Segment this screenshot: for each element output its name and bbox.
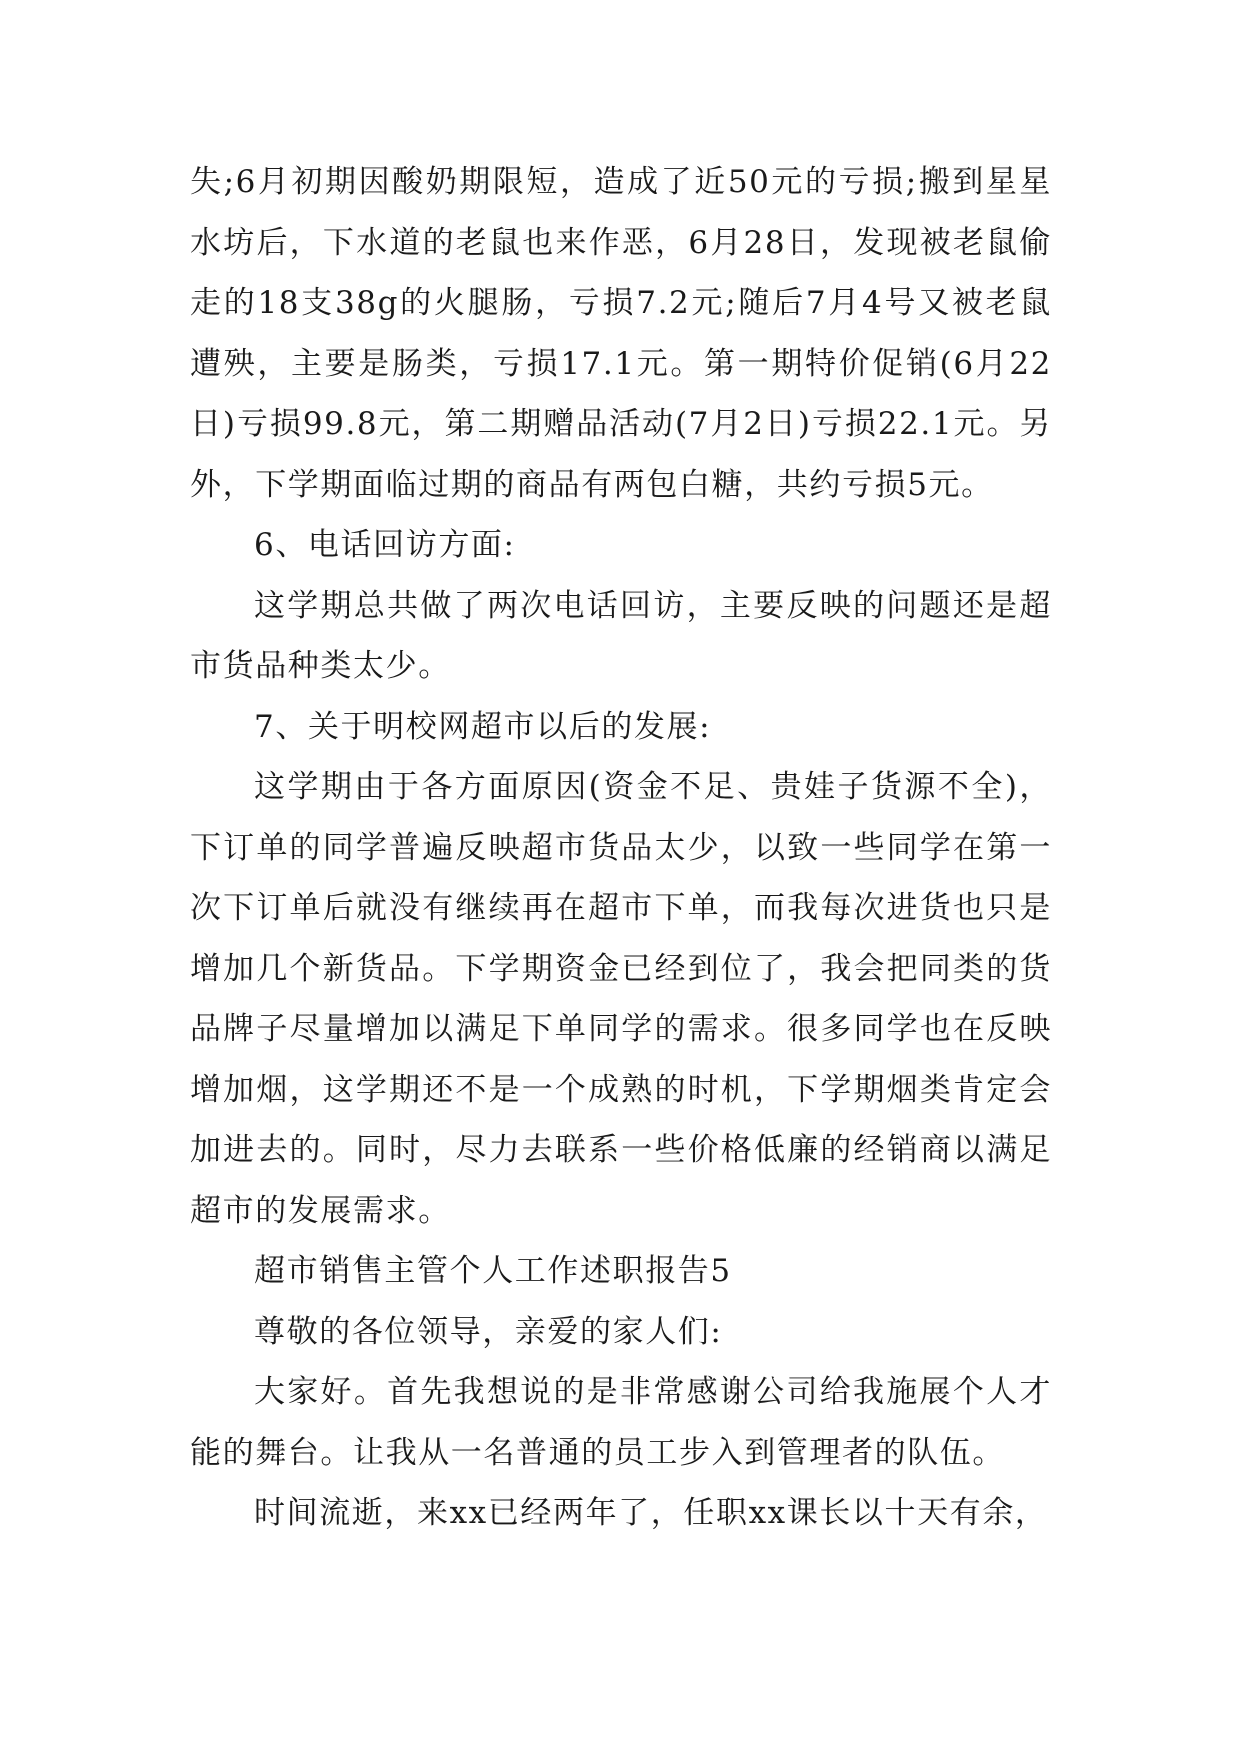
salutation: 尊敬的各位领导，亲爱的家人们: bbox=[254, 1313, 723, 1350]
paragraph-greeting: 大家好。首先我想说的是非常感谢公司给我施展个人才能的舞台。让我从一名普通的员工步入到管理者的队伍。 bbox=[190, 1374, 1052, 1471]
paragraph-future-development: 这学期由于各方面原因(资金不足、贵娃子货源不全)，下订单的同学普遍反映超市货品太少，以致一些同学在第一次下订单后就没有继续再在超市下单，而我每次进货也只是增加几个新货品。下学期资金已经到位了，我会把同类的货品牌子尽量增加以满足下单同学的需求。很多同学也在反映增加烟，这学期还不是一个成熟的时机，下学期烟类肯定会加进去的。同时，尽力去联系一些价格低廉的经销商以满足超市的发展需求。 bbox=[190, 769, 1052, 1229]
document-body bbox=[190, 152, 1052, 1544]
heading-future-development: 7、关于明校网超市以后的发展: bbox=[254, 708, 712, 745]
paragraph-phone-followup: 这学期总共做了两次电话回访，主要反映的问题还是超市货品种类太少。 bbox=[190, 587, 1052, 684]
report-title: 超市销售主管个人工作述职报告5 bbox=[254, 1253, 732, 1289]
paragraph-time-passing: 时间流逝，来xx已经两年了，任职xx课长以十天有余， bbox=[254, 1495, 1048, 1531]
heading-phone-followup: 6、电话回访方面: bbox=[254, 527, 516, 563]
paragraph-loss-details: 失;6月初期因酸奶期限短，造成了近50元的亏损;搬到星星水坊后，下水道的老鼠也来作恶，6月28日，发现被老鼠偷走的18支38g的火腿肠，亏损7.2元;随后7月4号又被老鼠遭殃，主要是肠类，亏损17.1元。第一期特价促销(6月22日)亏损99.8元，第二期赠品活动(7月2日)亏损22.1元。另外，下学期面临过期的商品有两包白糖，共约亏损5元。 bbox=[190, 164, 1052, 503]
